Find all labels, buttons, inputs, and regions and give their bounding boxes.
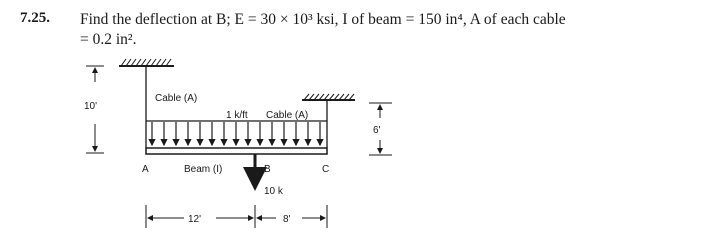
statement-line-1: Find the deflection at B; E = 30 × 10³ ksi, I of beam = 150 in⁴, A of each cable <box>80 11 566 28</box>
left-ceiling-support <box>119 59 174 66</box>
right-ceiling-support <box>302 94 355 100</box>
label-distributed-load: 1 k/ft <box>226 110 248 121</box>
dimension-span <box>146 205 327 228</box>
label-point-c: C <box>322 164 330 175</box>
label-span-bc: 8' <box>283 214 291 225</box>
label-beam: Beam (I) <box>184 164 223 175</box>
label-cable-a-right: Cable (A) <box>266 110 309 121</box>
problem-number: 7.25. <box>20 10 50 26</box>
label-span-ab: 12' <box>188 214 202 225</box>
label-point-a: A <box>142 164 149 175</box>
statement-line-2: = 0.2 in². <box>80 31 137 48</box>
label-left-height: 10' <box>84 101 98 112</box>
label-cable-a-left: Cable (A) <box>155 93 198 104</box>
beam <box>146 148 327 154</box>
label-right-height: 6' <box>373 125 381 136</box>
label-point-b: B <box>264 164 271 175</box>
label-point-load: 10 k <box>264 186 283 197</box>
distributed-load <box>146 121 327 145</box>
